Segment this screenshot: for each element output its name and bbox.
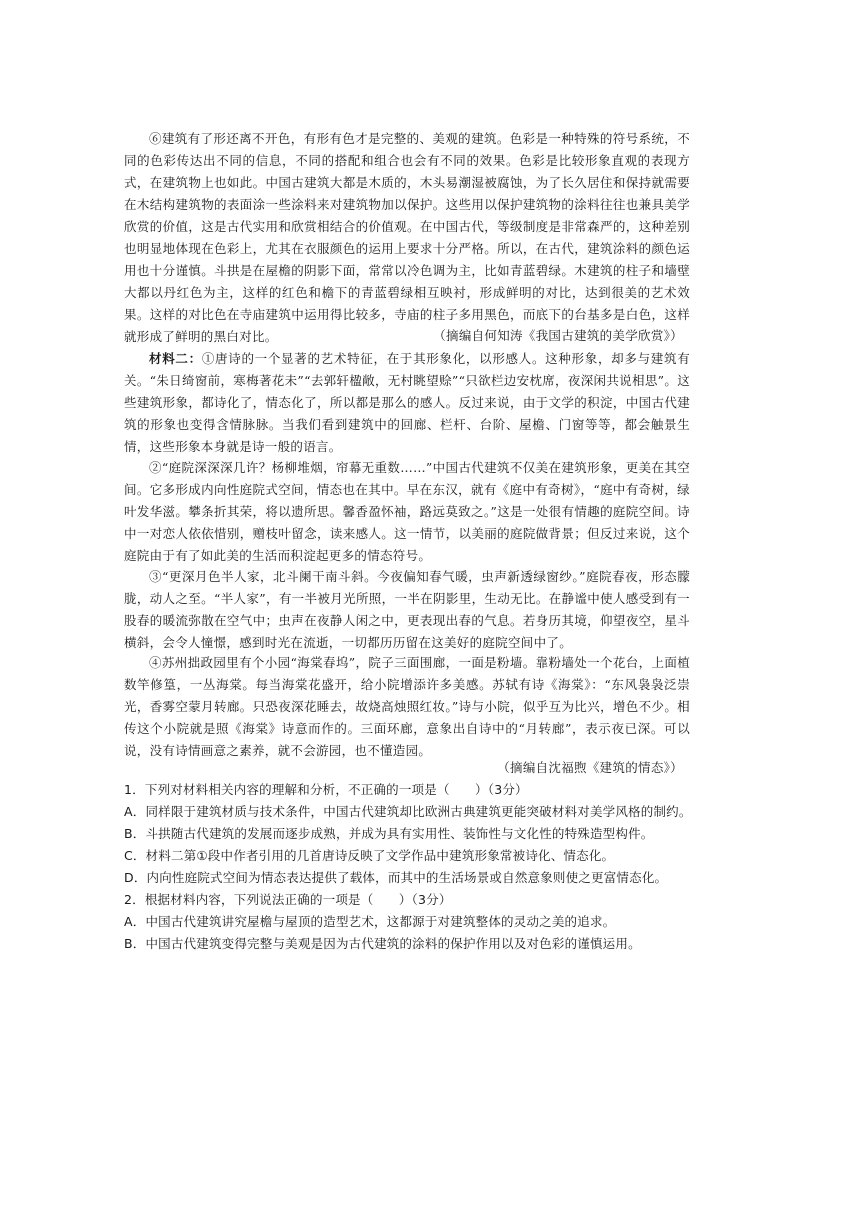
material-2-paragraph-4: ④苏州拙政园里有个小园“海棠春坞”，院子三面围廊，一面是粉墙。靠粉墙处一个花台，上面植数竿修篁，一丛海棠。每当海棠花盛开，给小院增添许多美感。苏轼有诗《海棠》：“东风袅袅泛崇光，香雾空蒙月转廊。只恐夜深花睡去，故烧高烛照红妆。”诗与小院，似乎互为比兴，增色不少。相传这个小院就是照《海棠》诗意而作的。三面环廊，意象出自诗中的“月转廊”，表示夜已深。可以说，没有诗情画意之素养，就不会游园，也不懂造园。 xyxy=(124,655,690,758)
material-2-paragraph-1-text: ①唐诗的一个显著的艺术特征，在于其形象化，以形感人。这种形象，却多与建筑有关。“朱日绮窗前，寒梅著花未”“去郭轩楹敞，无村眺望赊”“只欲栏边安枕席，夜深闲共说相思”。这些建筑形象，都诗化了，情态化了，所以都是那么的感人。反过来说，由于文学的积淀，中国古代建筑的形象也变得含情脉脉。当我们看到建筑中的回廊、栏杆、台阶、屋檐、门窗等等，都会触景生情，这些形象本身就是诗一般的语言。 xyxy=(124,351,690,454)
question-2-option-a: A．中国古代建筑讲究屋檐与屋顶的造型艺术，这都源于对建筑整体的灵动之美的追求。 xyxy=(124,914,616,929)
source-citation-2: （摘编自沈福煦《建筑的情态》） xyxy=(497,760,683,775)
question-1-option-a: A．同样限于建筑材质与技术条件，中国古代建筑却比欧洲古典建筑更能突破材料对美学风格的制约。 xyxy=(124,804,692,819)
question-1-option-c: C．材料二第①段中作者引用的几首唐诗反映了文学作品中建筑形象常被诗化、情态化。 xyxy=(124,848,615,863)
question-2-option-b: B．中国古代建筑变得完整与美观是因为古代建筑的涂料的保护作用以及对色彩的谨慎运用。 xyxy=(124,936,641,951)
question-1-option-b: B．斗拱随古代建筑的发展而逐步成熟，并成为具有实用性、装饰性与文化性的特殊造型构件。 xyxy=(124,826,654,841)
material-2-paragraph-1 xyxy=(124,348,690,458)
source-citation-1: （摘编自何知涛《我国古建筑的美学欣赏》） xyxy=(433,328,683,343)
material-2-label: 材料二： xyxy=(149,351,202,366)
material-2-paragraph-3: ③“更深月色半人家，北斗阑干南斗斜。今夜偏知春气暖，虫声新透绿窗纱。”庭院春夜，形态朦胧，动人之至。“半人家”，有一半被月光所照，一半在阴影里，生动无比。在静谧中使人感受到有一股春的暖流弥散在空气中；虫声在夜静人闲之中，更表现出春的气息。若身历其境，仰望夜空，星斗横斜，会令人憧憬，感到时光在流逝，一切都历历留在这美好的庭院空间中了。 xyxy=(124,569,690,650)
question-2-stem: 2．根据材料内容，下列说法正确的一项是（ ）（3分） xyxy=(124,892,452,907)
material-2-paragraph-2: ②“庭院深深深几许？杨柳堆烟，帘幕无重数……”中国古代建筑不仅美在建筑形象，更美在其空间。它多形成内向性庭院式空间，情态也在其中。早在东汉，就有《庭中有奇树》，“庭中有奇树，绿叶发华滋。攀条折其荣，将以遗所思。馨香盈怀袖，路远莫致之。”这是一处很有情趣的庭院空间。诗中一对恋人依依惜别，赠枝叶留念，读来感人。这一情节，以美丽的庭院做背景；但反过来说，这个庭院由于有了如此美的生活而积淀起更多的情态符号。 xyxy=(124,460,690,563)
paragraph-6: ⑥建筑有了形还离不开色，有形有色才是完整的、美观的建筑。色彩是一种特殊的符号系统，不同的色彩传达出不同的信息，不同的搭配和组合也会有不同的效果。色彩是比较形象直观的表现方式，在建筑物上也如此。中国古建筑大都是木质的，木头易潮湿被腐蚀，为了长久居住和保持就需要在木结构建筑物的表面涂一些涂料来对建筑物加以保护。这些用以保护建筑物的涂料往往也兼具美学欣赏的价值，这是古代实用和欣赏相结合的价值观。在中国古代，等级制度是非常森严的，这种差别也明显地体现在色彩上，尤其在衣服颜色的运用上要求十分严格。所以，在古代，建筑涂料的颜色运用也十分谨慎。斗拱是在屋檐的阴影下面，常常以冷色调为主，比如青蓝碧绿。木建筑的柱子和墙壁大都以丹红色为主，这样的红色和檐下的青蓝碧绿相互映衬，形成鲜明的对比，达到很美的艺术效果。这样的对比色在寺庙建筑中运用得比较多，寺庙的柱子多用黑色，而底下的台基多是白色，这样就形成了鲜明的黑白对比。 xyxy=(124,131,690,344)
question-1-option-d: D．内向性庭院式空间为情态表达提供了载体，而其中的生活场景或自然意象则使之更富情态化。 xyxy=(124,870,668,885)
question-1-stem: 1．下列对材料相关内容的理解和分析，不正确的一项是（ ）（3分） xyxy=(124,782,528,797)
